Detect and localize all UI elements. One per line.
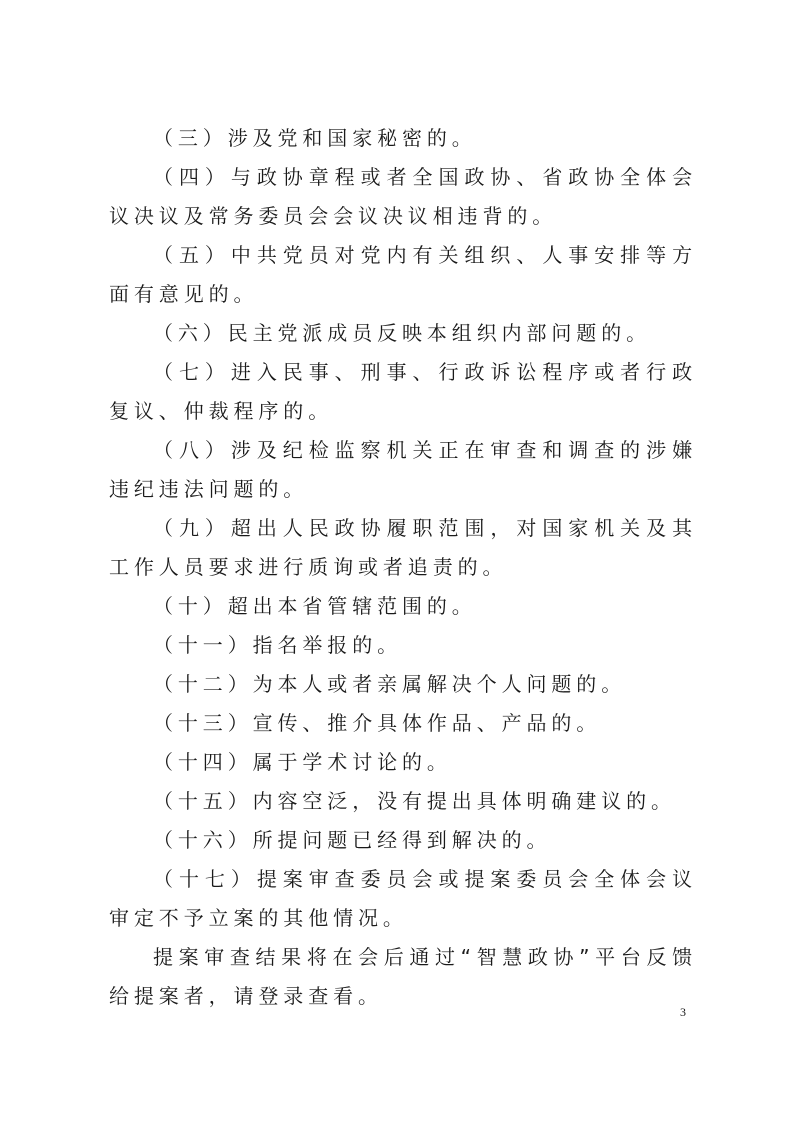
paragraph-item-17: （十七）提案审查委员会或提案委员会全体会议审定不予立案的其他情况。 xyxy=(109,867,697,930)
paragraph-item-12: （十二）为本人或者亲属解决个人问题的。 xyxy=(153,672,627,696)
paragraph-item-5: （五）中共党员对党内有关组织、人事安排等方面有意见的。 xyxy=(109,243,697,306)
paragraph-item-16: （十六）所提问题已经得到解决的。 xyxy=(153,828,552,852)
paragraph-item-7: （七）进入民事、刑事、行政诉讼程序或者行政复议、仲裁程序的。 xyxy=(109,360,697,423)
document-body xyxy=(109,119,697,1016)
paragraph-item-3: （三）涉及党和国家秘密的。 xyxy=(153,126,477,150)
paragraph-item-10: （十）超出本省管辖范围的。 xyxy=(153,594,477,618)
paragraph-item-9: （九）超出人民政协履职范围，对国家机关及其工作人员要求进行质询或者追责的。 xyxy=(109,516,697,579)
paragraph-item-14: （十四）属于学术讨论的。 xyxy=(153,750,452,774)
review-result-paragraph: 提案审查结果将在会后通过“智慧政协”平台反馈给提案者，请登录查看。 xyxy=(109,945,697,1008)
page-number: 3 xyxy=(680,1005,686,1019)
paragraph-item-6: （六）民主党派成员反映本组织内部问题的。 xyxy=(153,321,651,345)
paragraph-item-4: （四）与政协章程或者全国政协、省政协全体会议决议及常务委员会会议决议相违背的。 xyxy=(109,165,697,228)
paragraph-item-15: （十五）内容空泛，没有提出具体明确建议的。 xyxy=(153,789,676,813)
paragraph-item-13: （十三）宣传、推介具体作品、产品的。 xyxy=(153,711,602,735)
paragraph-item-8: （八）涉及纪检监察机关正在审查和调查的涉嫌违纪违法问题的。 xyxy=(109,438,697,501)
paragraph-item-11: （十一）指名举报的。 xyxy=(153,633,402,657)
